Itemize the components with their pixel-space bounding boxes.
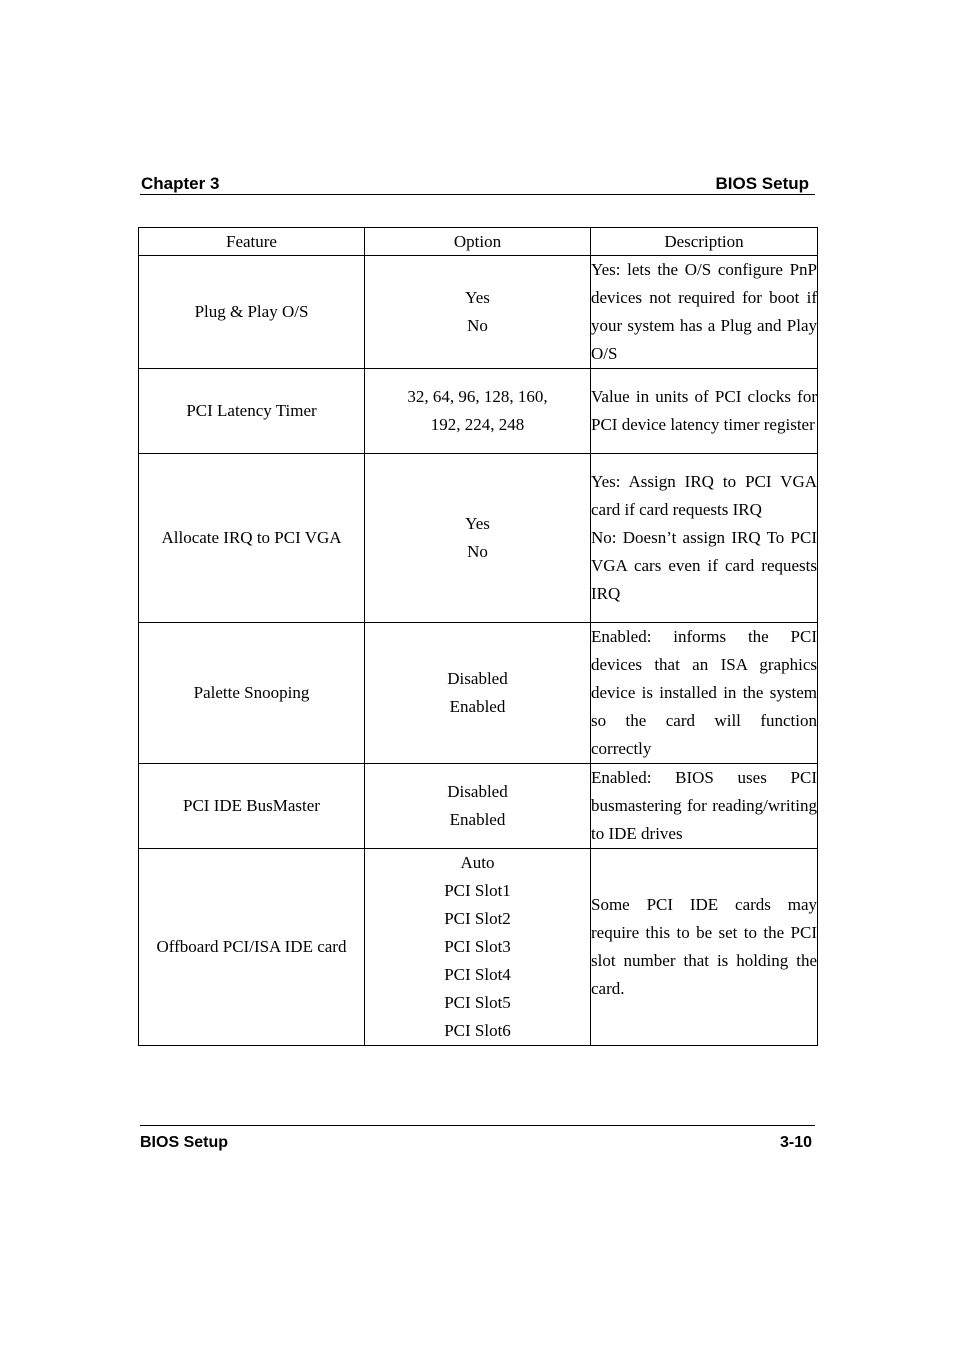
option-value: Disabled	[447, 669, 508, 688]
description-paragraph: Yes: Assign IRQ to PCI VGA card if card requests IRQ	[591, 472, 817, 519]
option-value: PCI Slot4	[444, 965, 511, 984]
option-value: 192, 224, 248	[430, 415, 525, 434]
description-cell: Some PCI IDE cards may require this to be set to the PCI slot number that is holding the card.	[591, 849, 818, 1046]
description-cell	[591, 454, 818, 623]
option-value: Yes	[465, 514, 490, 533]
option-value: Enabled	[449, 810, 506, 829]
option-value: 32, 64, 96, 128, 160,	[407, 387, 548, 406]
option-value: PCI Slot6	[444, 1021, 511, 1040]
page-number: 3-10	[779, 1134, 812, 1151]
footer-divider	[140, 1125, 815, 1126]
description-cell: Enabled: informs the PCI devices that an ISA graphics device is installed in the system so the card will function correctly	[591, 623, 818, 764]
table-row	[139, 849, 818, 1046]
option-value: Disabled	[447, 782, 508, 801]
section-label: BIOS Setup	[715, 174, 809, 193]
option-value: PCI Slot3	[444, 937, 511, 956]
feature-cell: Palette Snooping	[139, 623, 365, 764]
column-header-feature: Feature	[139, 228, 365, 256]
bios-feature-table	[138, 227, 818, 1046]
option-cell	[365, 454, 591, 623]
option-cell	[365, 369, 591, 454]
table-row	[139, 369, 818, 454]
option-value: Enabled	[449, 697, 506, 716]
option-value: Yes	[465, 288, 490, 307]
description-cell: Enabled: BIOS uses PCI busmastering for reading/writing to IDE drives	[591, 764, 818, 849]
table-row	[139, 623, 818, 764]
description-cell: Value in units of PCI clocks for PCI device latency timer register	[591, 369, 818, 454]
description-cell: Yes: lets the O/S configure PnP devices not required for boot if your system has a Plug and Play O/S	[591, 256, 818, 369]
option-value: PCI Slot1	[444, 881, 511, 900]
option-value: PCI Slot2	[444, 909, 511, 928]
feature-cell: Allocate IRQ to PCI VGA	[139, 454, 365, 623]
option-cell	[365, 256, 591, 369]
option-cell	[365, 623, 591, 764]
page-header	[140, 172, 815, 195]
table-row	[139, 454, 818, 623]
feature-cell: PCI IDE BusMaster	[139, 764, 365, 849]
description-paragraph: No: Doesn’t assign IRQ To PCI VGA cars even if card requests IRQ	[591, 528, 817, 603]
feature-cell: PCI Latency Timer	[139, 369, 365, 454]
column-header-description: Description	[591, 228, 818, 256]
option-cell	[365, 849, 591, 1046]
option-value: PCI Slot5	[444, 993, 511, 1012]
feature-cell: Offboard PCI/ISA IDE card	[139, 849, 365, 1046]
option-value: No	[467, 316, 488, 335]
option-value: Auto	[460, 853, 495, 872]
feature-cell: Plug & Play O/S	[139, 256, 365, 369]
table-row	[139, 764, 818, 849]
column-header-option: Option	[365, 228, 591, 256]
option-value: No	[467, 542, 488, 561]
option-cell	[365, 764, 591, 849]
table-row	[139, 256, 818, 369]
chapter-label: Chapter 3	[141, 174, 220, 193]
footer-title: BIOS Setup	[140, 1134, 229, 1151]
table-header-row	[139, 228, 818, 256]
